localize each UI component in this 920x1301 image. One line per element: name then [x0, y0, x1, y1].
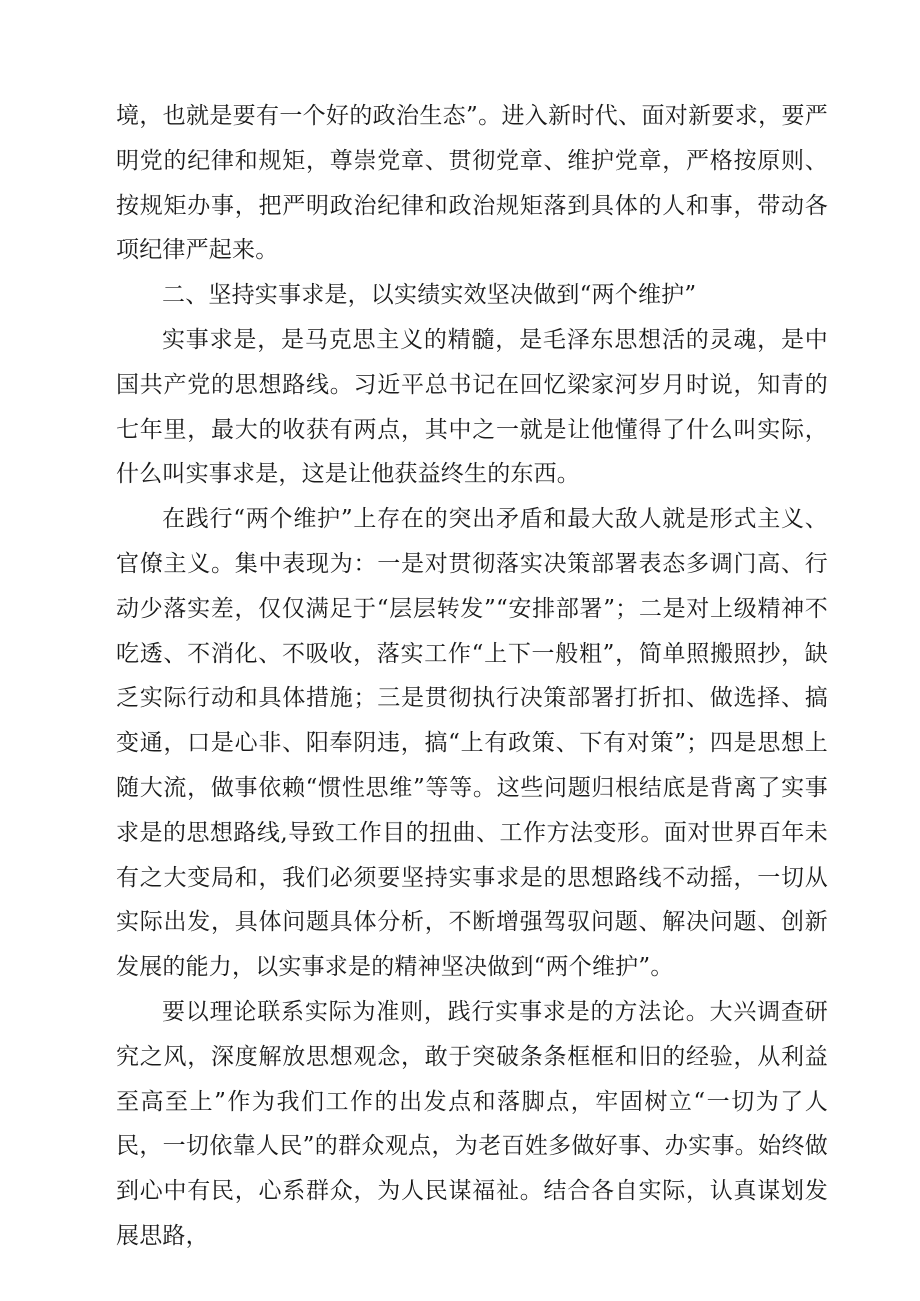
paragraph-theory-practice: 要以理论联系实际为准则，践行实事求是的方法论。大兴调查研究之风，深度解放思想观念，敢于突破条条框框和旧的经验，从利益至高至上”作为我们工作的出发点和落脚点，牢固树立“一切为了人民，一切依靠人民”的群众观点，为老百姓多做好事、办实事。始终做到心中有民，心系群众，为人民谋福祉。结合各自实际，认真谋划发展思路， — [116, 998, 828, 1249]
document-page — [116, 94, 828, 1259]
paragraph-seeking-truth: 实事求是，是马克思主义的精髓，是毛泽东思想活的灵魂，是中国共产党的思想路线。习近平总书记在回忆梁家河岁月时说，知青的七年里，最大的收获有两点，其中之一就是让他懂得了什么叫实际，什么叫实事求是，这是让他获益终生的东西。 — [116, 326, 828, 488]
section-heading: 二、坚持实事求是，以实绩实效坚决做到“两个维护” — [162, 282, 697, 309]
paragraph-formalism-problems: 在践行“两个维护”上存在的突出矛盾和最大敌人就是形式主义、官僚主义。集中表现为：一是对贯彻落实决策部署表态多调门高、行动少落实差，仅仅满足于“层层转发”“安排部署”；二是对上级精神不吃透、不消化、不吸收，落实工作“上下一般粗”，简单照搬照抄，缺乏实际行动和具体措施；三是贯彻执行决策部署打折扣、做选择、搞变通，口是心非、阳奉阴违，搞“上有政策、下有对策”；四是思想上随大流，做事依赖“惯性思维”等等。这些问题归根结底是背离了实事求是的思想路线,导致工作目的扭曲、工作方法变形。面对世界百年未有之大变局和，我们必须要坚持实事求是的思想路线不动摇，一切从实际出发，具体问题具体分析，不断增强驾驭问题、解决问题、创新发展的能力，以实事求是的精神坚决做到“两个维护”。 — [116, 506, 828, 981]
paragraph-continuation: 境，也就是要有一个好的政治生态”。进入新时代、面对新要求，要严明党的纪律和规矩，尊崇党章、贯彻党章、维护党章，严格按原则、按规矩办事，把严明政治纪律和政治规矩落到具体的人和事，带动各项纪律严起来。 — [116, 103, 828, 264]
